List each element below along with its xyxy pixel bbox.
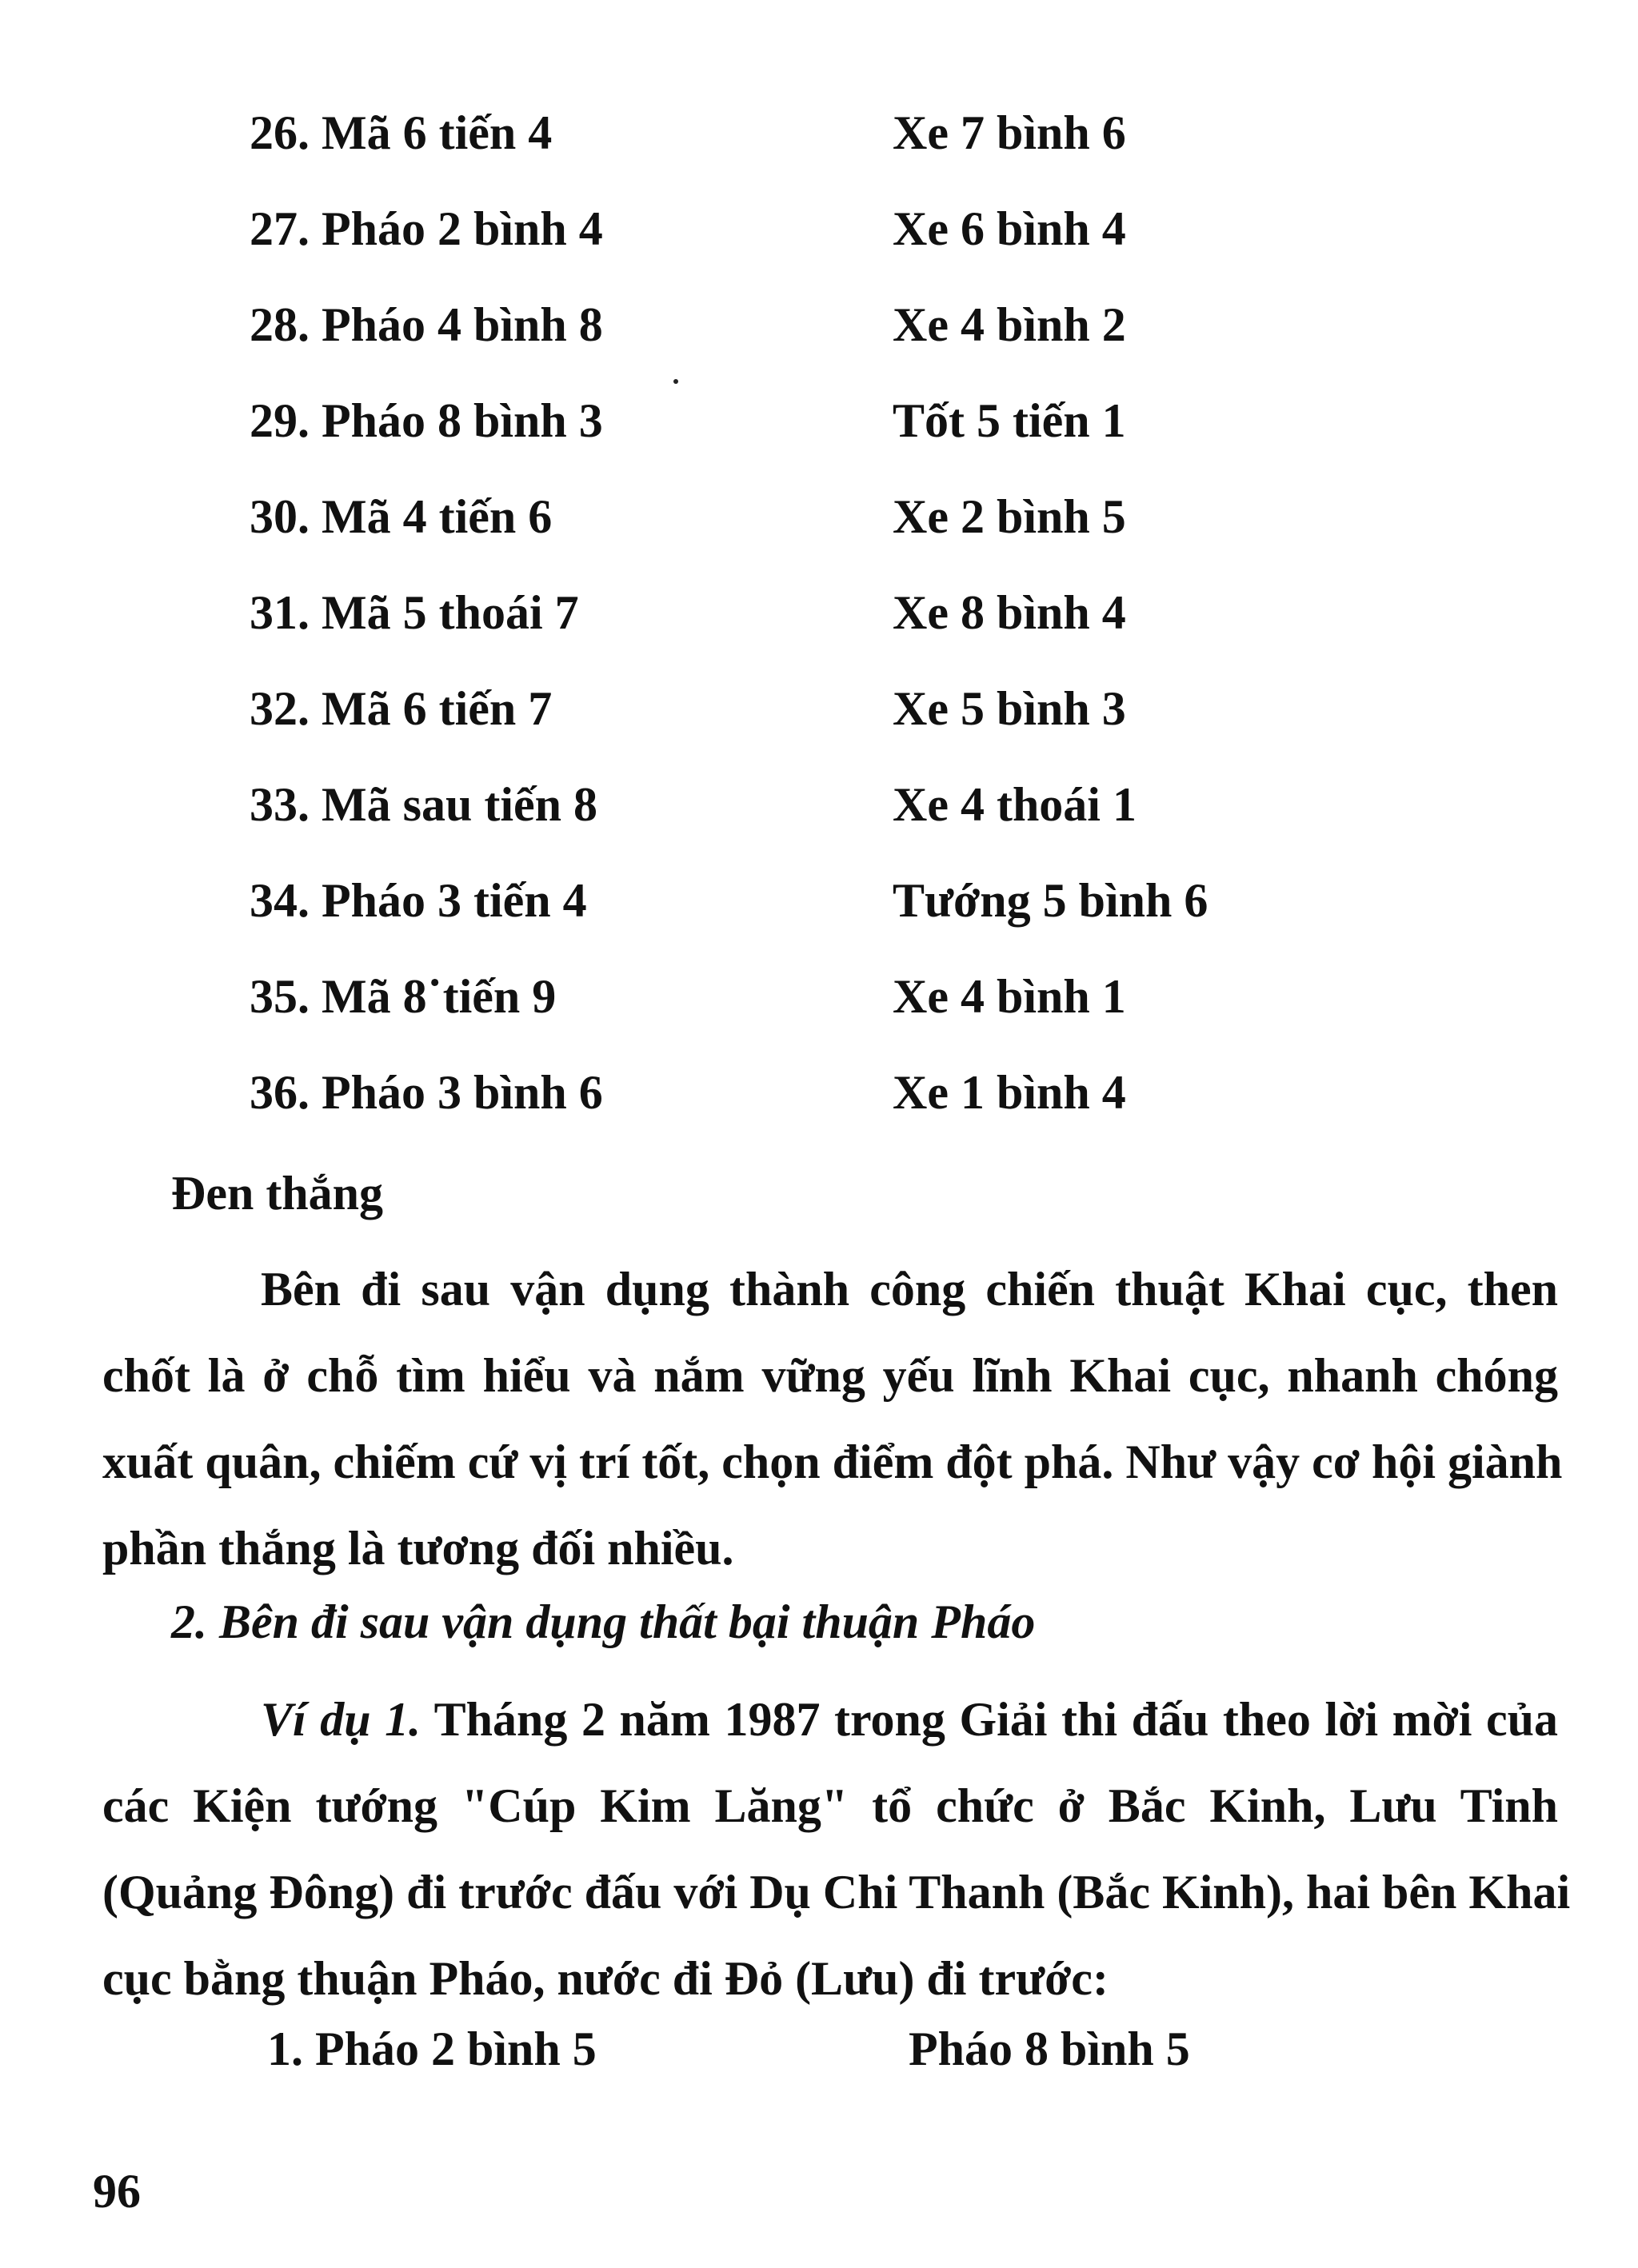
red-move: 35. Mã 8˙tiến 9 (250, 970, 557, 1023)
red-move: 36. Pháo 3 bình 6 (250, 1066, 603, 1119)
red-move: 1. Pháo 2 bình 5 (267, 2022, 597, 2075)
move-row-36 (0, 1060, 1638, 1124)
move-row-34 (0, 868, 1638, 932)
paragraph-line: phần thắng là tương đối nhiều. (102, 1522, 734, 1575)
red-move: 27. Pháo 2 bình 4 (250, 202, 603, 255)
black-move: Xe 7 bình 6 (893, 106, 1126, 159)
move-row-30 (0, 485, 1638, 549)
red-move: 34. Pháo 3 tiến 4 (250, 874, 587, 927)
opening-move-row (0, 2017, 1638, 2081)
black-move: Xe 4 thoái 1 (893, 778, 1137, 831)
section-heading: 2. Bên đi sau vận dụng thất bại thuận Pháo (171, 1595, 1036, 1648)
paragraph-line (102, 1676, 1558, 1763)
paragraph-line: các Kiện tướng "Cúp Kim Lăng" tổ chức ở Bắc Kinh, Lưu Tinh (102, 1779, 1558, 1832)
paragraph-line: chốt là ở chỗ tìm hiểu và nắm vững yếu lĩnh Khai cục, nhanh chóng (102, 1349, 1558, 1402)
red-move: 29. Pháo 8 bình 3 (250, 394, 603, 447)
red-move: 26. Mã 6 tiến 4 (250, 106, 553, 159)
move-row-28 (0, 293, 1638, 357)
game-result: Đen thắng (171, 1167, 384, 1220)
paragraph-line: xuất quân, chiếm cứ vị trí tốt, chọn điểm đột phá. Như vậy cơ hội giành (102, 1435, 1563, 1488)
black-move: Xe 1 bình 4 (893, 1066, 1126, 1119)
red-move: 28. Pháo 4 bình 8 (250, 298, 603, 351)
paragraph-line: cục bằng thuận Pháo, nước đi Đỏ (Lưu) đi trước: (102, 1952, 1109, 2005)
red-move: 32. Mã 6 tiến 7 (250, 682, 553, 735)
black-move: Xe 6 bình 4 (893, 202, 1126, 255)
commentary-paragraph (102, 1246, 1563, 1591)
red-move: 31. Mã 5 thoái 7 (250, 586, 579, 639)
move-row-26 (0, 101, 1638, 165)
page-number: 96 (93, 2165, 141, 2218)
black-move: Tướng 5 bình 6 (893, 874, 1209, 927)
black-move: Xe 4 bình 2 (893, 298, 1126, 351)
example-text: Tháng 2 năm 1987 trong Giải thi đấu theo lời mời của (421, 1693, 1559, 1746)
red-move: 30. Mã 4 tiến 6 (250, 490, 553, 543)
paragraph-line: Bên đi sau vận dụng thành công chiến thuật Khai cục, then (261, 1263, 1558, 1316)
red-move: 33. Mã sau tiến 8 (250, 778, 597, 831)
move-row-29 (0, 389, 1638, 453)
move-row-31 (0, 581, 1638, 645)
black-move: Xe 8 bình 4 (893, 586, 1126, 639)
black-move: Pháo 8 bình 5 (909, 2022, 1190, 2075)
move-row-32 (0, 677, 1638, 741)
black-move: Xe 4 bình 1 (893, 970, 1126, 1023)
black-move: Xe 5 bình 3 (893, 682, 1126, 735)
move-row-33 (0, 773, 1638, 837)
print-speck (673, 379, 678, 384)
example-paragraph (102, 1676, 1571, 2022)
move-row-35 (0, 964, 1638, 1028)
paragraph-line: (Quảng Đông) đi trước đấu với Dụ Chi Thanh (Bắc Kinh), hai bên Khai (102, 1866, 1571, 1919)
black-move: Xe 2 bình 5 (893, 490, 1126, 543)
black-move: Tốt 5 tiến 1 (893, 394, 1126, 447)
example-label: Ví dụ 1. (261, 1693, 421, 1746)
move-row-27 (0, 197, 1638, 261)
